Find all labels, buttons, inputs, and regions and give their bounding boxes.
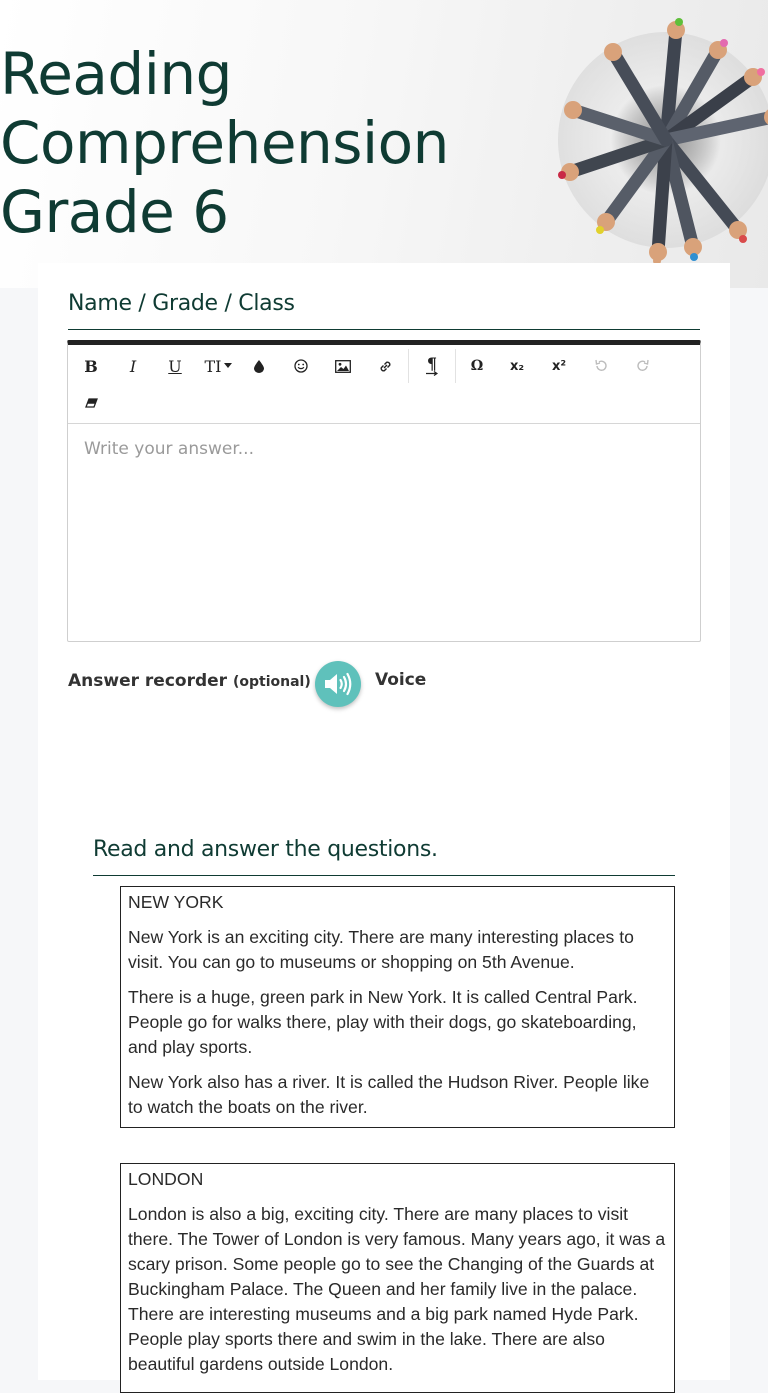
subscript-button[interactable]: x₂	[509, 358, 525, 374]
paragraph-format-button[interactable]	[415, 349, 449, 383]
answer-textarea[interactable]: Write your answer...	[84, 439, 254, 459]
toolbar-separator	[408, 349, 409, 383]
ink-drop-icon	[254, 360, 264, 373]
caret-down-icon	[224, 363, 232, 369]
page-title	[0, 40, 480, 247]
hero-banner	[0, 0, 768, 288]
text-size-label: TI	[204, 356, 222, 376]
title-line-3: Grade 6	[0, 178, 229, 246]
eraser-icon	[84, 398, 99, 408]
recorder-label	[68, 671, 324, 691]
superscript-button[interactable]: x²	[551, 358, 567, 374]
worksheet-card	[38, 263, 730, 1380]
insert-link-button[interactable]	[368, 349, 402, 383]
undo-icon	[594, 359, 608, 373]
italic-button[interactable]: I	[129, 356, 137, 376]
passage-london	[120, 1163, 675, 1393]
smiley-icon	[294, 359, 308, 373]
title-line-1: Reading	[0, 40, 232, 108]
special-characters-button[interactable]: Ω	[470, 358, 484, 374]
toolbar-separator	[455, 349, 456, 383]
name-field-title: Name / Grade / Class	[68, 291, 295, 316]
underline-button[interactable]: U	[168, 356, 182, 376]
insert-image-button[interactable]	[326, 349, 360, 383]
passage-new-york	[120, 886, 675, 1128]
speaker-icon	[323, 671, 353, 697]
voice-record-button[interactable]	[315, 661, 361, 707]
emoji-button[interactable]	[284, 349, 318, 383]
passage-paragraph: New York also has a river. It is called the Hudson River. People like to watch the boats on the river.	[128, 1072, 650, 1117]
section-title: Read and answer the questions.	[93, 837, 438, 862]
answer-recorder	[68, 661, 488, 709]
link-icon	[378, 359, 393, 374]
passage-paragraph: There is a huge, green park in New York. It is called Central Park. People go for walks there, play with their dogs, go skateboarding, and play sports.	[128, 987, 638, 1057]
recorder-label-text: Answer recorder	[68, 671, 228, 691]
passage-paragraph: London is also a big, exciting city. There are many places to visit there. The Tower of London is very famous. Many years ago, it was a scary prison. Some people go to see the Changing of the Guards at Buckingham Palace. The Queen and her family live in the palace. There are interesting museums and a big park named Hyde Park. People play sports there and swim in the lake. There are also beautiful gardens outside London.	[128, 1204, 666, 1374]
voice-label: Voice	[375, 670, 427, 690]
section-title-divider	[93, 875, 675, 876]
title-line-2: Comprehension	[0, 109, 449, 177]
rich-text-editor	[67, 340, 701, 642]
field-title-divider	[68, 329, 700, 330]
passage-paragraph: New York is an exciting city. There are many interesting places to visit. You can go to museums or shopping on 5th Avenue.	[128, 927, 634, 972]
passage-heading: NEW YORK	[128, 892, 224, 912]
text-color-button[interactable]	[242, 349, 276, 383]
text-size-dropdown[interactable]	[198, 349, 238, 383]
redo-button[interactable]	[626, 349, 660, 383]
recorder-optional-text: (optional)	[232, 674, 311, 690]
paragraph-icon: ¶	[426, 353, 438, 373]
editor-toolbar	[68, 345, 700, 424]
clear-formatting-button[interactable]	[74, 386, 108, 420]
undo-button[interactable]	[584, 349, 618, 383]
arrow-right-icon	[426, 371, 438, 376]
pencils-cup-image	[548, 12, 768, 274]
image-icon	[335, 360, 351, 373]
redo-icon	[636, 359, 650, 373]
passage-heading: LONDON	[128, 1169, 204, 1189]
bold-button[interactable]: B	[84, 356, 98, 376]
